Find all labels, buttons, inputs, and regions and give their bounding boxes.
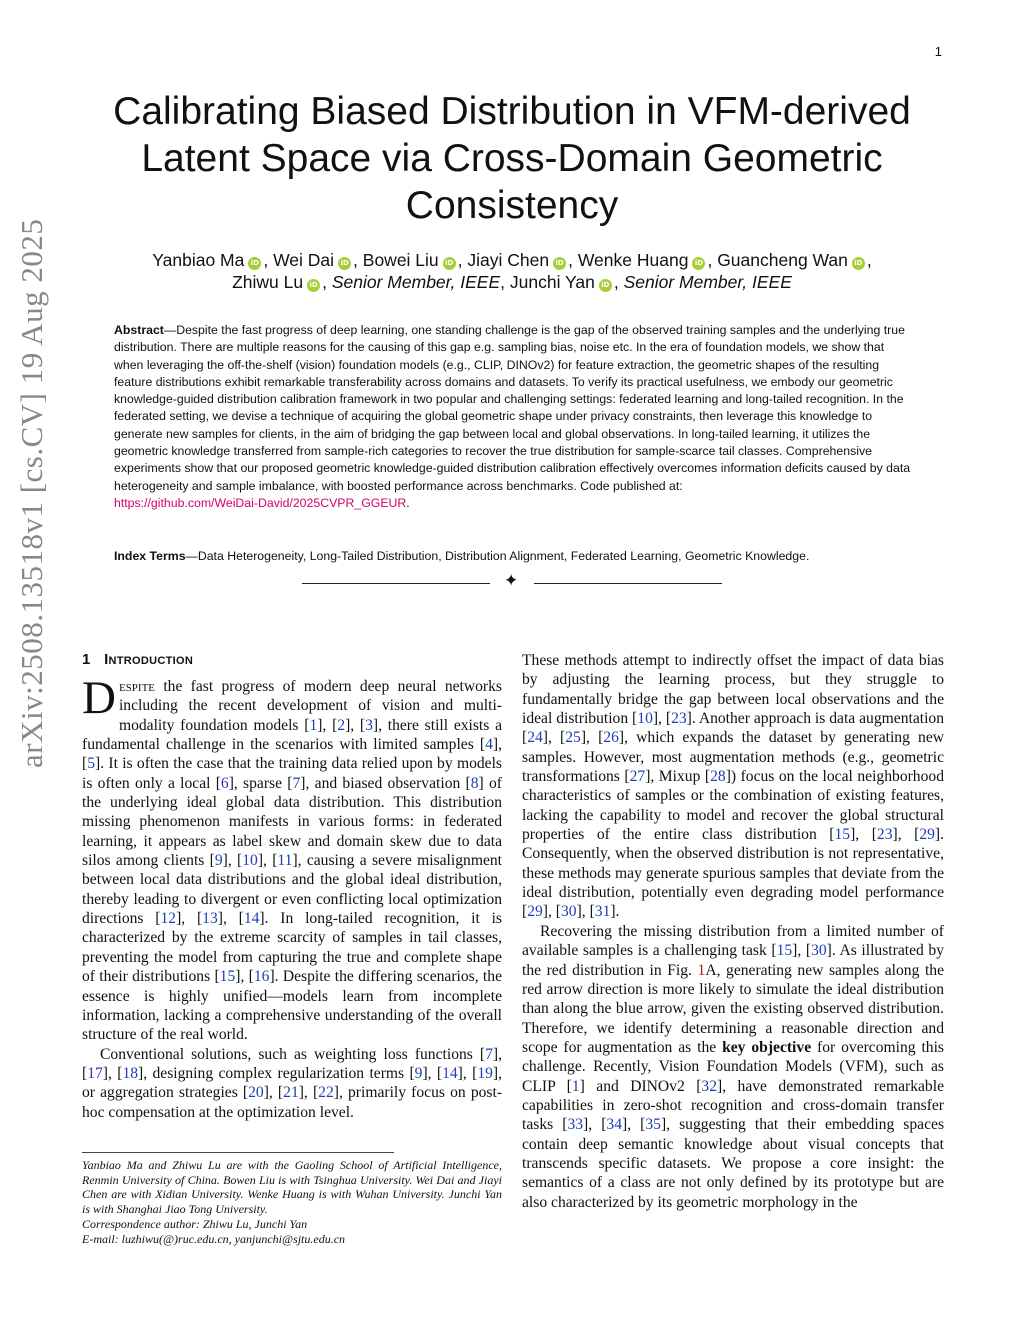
abstract-period: .	[406, 495, 410, 510]
author-name: Wei Dai	[273, 250, 335, 270]
author-name: Wenke Huang	[577, 250, 689, 270]
orcid-icon[interactable]: iD	[248, 257, 261, 270]
section-heading	[82, 651, 193, 668]
orcid-icon[interactable]: iD	[553, 257, 566, 270]
section-number: 1	[82, 651, 91, 668]
orcid-icon[interactable]: iD	[599, 279, 612, 292]
arxiv-stamp: arXiv:2508.13518v1 [cs.CV] 19 Aug 2025	[14, 218, 49, 768]
page-number: 1	[934, 44, 942, 59]
body-column-right	[522, 651, 944, 1212]
section-title: Introduction	[104, 651, 194, 668]
author-line-2: Zhiwu Lu iD , Senior Member, IEEE, Junchi Yan iD , Senior Member, IEEE	[232, 272, 792, 292]
author-name: Bowei Liu	[362, 250, 439, 270]
abstract-text: —Despite the fast progress of deep learning, one standing challenge is the gap of the observed training samples and the underlying true distribution. There are multiple reasons for the causing of this gap e.g. sampling bias, noise etc. In the era of foundation models, we show that when leveraging the off-the-shelf (vision) foundation models (e.g., CLIP, DINOv2) for feature extraction, the geometric shapes of the resulting feature distributions exhibit remarkable transferability across domains and datasets. To verify its practical usefulness, we embody our geometric knowledge-guided distribution calibration framework in two popular and challenging settings: federated learning and long-tailed recognition. In the federated setting, we devise a technique of acquiring the global geometric shape under privacy constraints, then leverage this knowledge to generate new samples for clients, in the aim of bridging the gap between local and global observations. In long-tailed learning, it utilizes the geometric knowledge transferred from sample-rich categories to recover the true distribution for sample-scarce tail classes. Comprehensive experiments show that our proposed geometric knowledge-guided distribution calibration effectively overcomes information deficits caused by data heterogeneity and sample imbalance, with boosted performance across benchmarks. Code published at:	[114, 323, 911, 493]
senior-member-label: Senior Member, IEEE	[623, 272, 792, 292]
orcid-icon[interactable]: iD	[307, 279, 320, 292]
star-icon: ✦	[504, 571, 519, 591]
footnote-correspondence: Correspondence author: Zhiwu Lu, Junchi Yan	[82, 1216, 308, 1231]
code-link[interactable]: https://github.com/WeiDai-David/2025CVPR_GGEUR	[114, 495, 407, 510]
orcid-icon[interactable]: iD	[338, 257, 351, 270]
divider-line	[302, 583, 490, 584]
footnote-email: E-mail: luzhiwu(@)ruc.edu.cn, yanjunchi@sjtu.edu.cn	[82, 1231, 346, 1246]
abstract	[114, 322, 914, 512]
footnote	[82, 1158, 502, 1246]
intro-paragraph-3: Recovering the missing distribution from a limited number of available samples is a challenging task [15], [30]. As illustrated by the red distribution in Fig. 1A, generating new samples along the red arrow direction is more likely to simulate the ideal distribution than along the blue arrow, given the existing observed distribution. Therefore, we identify determining a reasonable direction and scope for augmentation as the key objective for overcoming this challenge. Recently, Vision Foundation Models (VFM), such as CLIP [1] and DINOv2 [32], have demonstrated remarkable capabilities in zero-shot recognition and cross-domain transfer tasks [33], [34], [35], suggesting that their embedding spaces contain deep semantic knowledge about visual concepts that transcends specific datasets. We propose a core insight: the semantics of a class are not only defined by its prototype but are also characterized by its geometric morphology in the	[522, 922, 945, 1211]
author-name: Jiayi Chen	[467, 250, 550, 270]
orcid-icon[interactable]: iD	[692, 257, 705, 270]
intro-paragraph-2-cont: These methods attempt to indirectly offset the impact of data bias by adjusting the learning process, but they struggle to fundamentally bridge the gap between local observations and the ideal distribution [10], [23]. Another approach is data augmentation [24], [25], [26], which expands the dataset by generating new samples. However, most augmentation methods (e.g., geometric transformations [27], Mixup [28]) focus on the local neighborhood characteristics of samples or the combination of existing features, lacking the capability to model and recover the global structural properties of the entire class distribution [15], [23], [29]. Consequently, when the observed distribution is not representative, these methods may generate spurious samples that deviate from the ideal distribution, potentially even degrading model performance [29], [30], [31].	[522, 652, 945, 921]
body-column-left	[82, 672, 503, 1122]
author-line-1: Yanbiao Ma iD , Wei Dai iD , Bowei Liu iD , Jiayi Chen iD , Wenke Huang iD , Guancheng Wan iD ,	[152, 250, 872, 270]
index-terms-label: Index Terms	[114, 549, 186, 563]
author-name: Zhiwu Lu	[232, 272, 304, 292]
intro-paragraph-2: Conventional solutions, such as weighting loss functions [7], [17], [18], designing complex regularization terms [9], [14], [19], or aggregation strategies [20], [21], [22], primarily focus on post-hoc compensation at the optimization level.	[82, 1045, 503, 1121]
footnote-rule	[82, 1152, 394, 1153]
orcid-icon[interactable]: iD	[852, 257, 865, 270]
senior-member-label: Senior Member, IEEE	[331, 272, 501, 292]
index-terms	[114, 549, 914, 563]
footnote-affiliations: Yanbiao Ma and Zhiwu Lu are with the Gaoling School of Artificial Intelligence, Renmin University of China. Bowen Liu is with Tsinghua University. Wei Dai and Jiayi Chen are with Xidian University. Wenke Huang is with Wuhan University. Junchi Yan is with Shanghai Jiao Tong University.	[82, 1158, 502, 1217]
author-name: Guancheng Wan	[717, 250, 848, 270]
divider-line	[534, 583, 722, 584]
index-terms-text: —Data Heterogeneity, Long-Tailed Distribution, Distribution Alignment, Federated Learning, Geometric Knowledge.	[185, 549, 810, 563]
orcid-icon[interactable]: iD	[443, 257, 456, 270]
abstract-label: Abstract	[114, 323, 164, 337]
author-name: Yanbiao Ma	[152, 250, 245, 270]
intro-paragraph-1: Despite the fast progress of modern deep neural networks including the recent development of vision and multi-modality foundation models [1], [2], [3], there still exists a fundamental challenge in the scenarios with limited samples [4], [5]. It is often the case that the training data relied upon by models is often only a local [6], sparse [7], and biased observation [8] of the underlying ideal global data distribution. This distribution missing phenomenon manifests in various forms: in federated learning, it appears as label skew and domain skew due to data silos among clients [9], [10], [11], causing a severe misalignment between local data distributions and the global ideal distribution, thereby leading to divergent or even conflicting local optimization directions [12], [13], [14]. In long-tailed recognition, it is characterized by the extreme scarcity of samples in tail classes, preventing the model from capturing the true and complete shape of their distributions [15], [16]. Despite the differing scenarios, the essence is highly unified—models learn from incomplete information, lacking a comprehensive understanding of the overall structure of the real world.	[82, 672, 503, 1044]
paper-title: Calibrating Biased Distribution in VFM-derived Latent Space via Cross-Domain Geometric Consistency	[113, 90, 911, 227]
author-name: Junchi Yan	[509, 272, 595, 292]
section-divider	[302, 571, 722, 591]
